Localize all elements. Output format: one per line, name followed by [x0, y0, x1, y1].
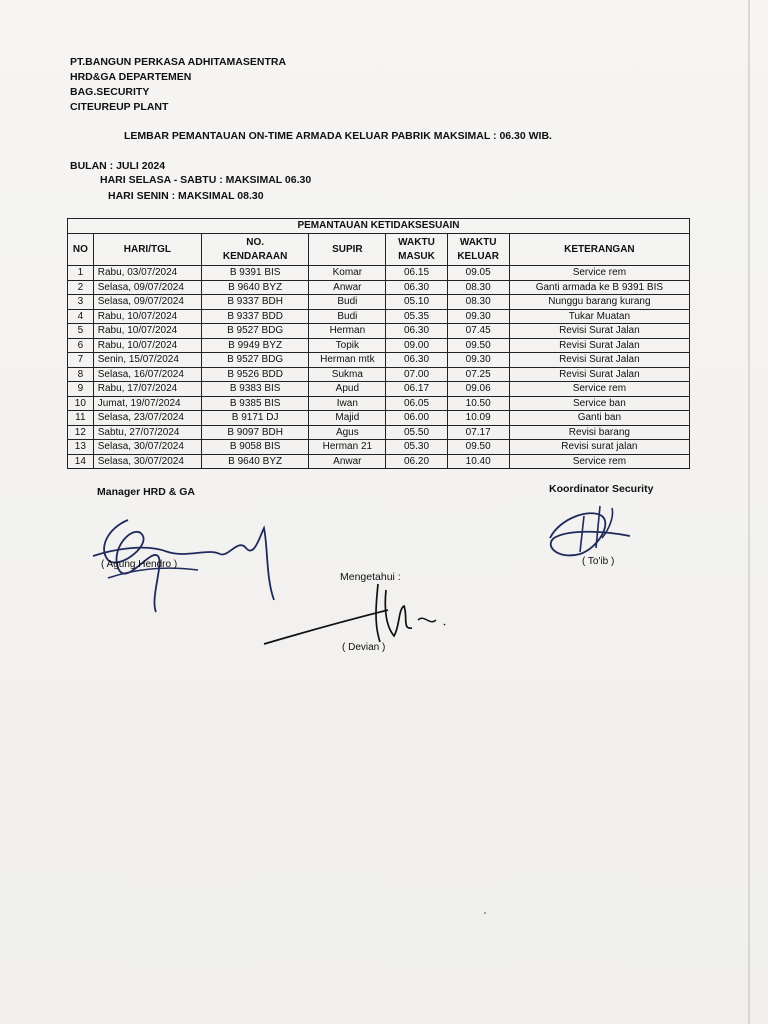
cell-supir: Herman mtk [309, 353, 386, 368]
table-group-title: PEMANTAUAN KETIDAKSESUAIN [68, 219, 690, 234]
cell-keterangan: Ganti armada ke B 9391 BIS [509, 280, 689, 295]
table-row [68, 454, 690, 469]
cell-supir: Herman [309, 324, 386, 339]
cell-keterangan: Revisi surat jalan [509, 440, 689, 455]
cell-kendaraan: B 9383 BIS [202, 382, 309, 397]
cell-hari: Selasa, 30/07/2024 [93, 440, 201, 455]
cell-masuk: 05.10 [386, 295, 447, 310]
cell-masuk: 06.00 [386, 411, 447, 426]
col-header-no: NO [68, 234, 94, 266]
period-month: BULAN : JULI 2024 [70, 160, 166, 172]
cell-kendaraan: B 9526 BDD [202, 367, 309, 382]
cell-hari: Rabu, 03/07/2024 [93, 266, 201, 281]
cell-hari: Selasa, 16/07/2024 [93, 367, 201, 382]
cell-hari: Senin, 15/07/2024 [93, 353, 201, 368]
cell-no: 4 [68, 309, 94, 324]
table-row [68, 382, 690, 397]
cell-keterangan: Nunggu barang kurang [509, 295, 689, 310]
cell-keluar: 09.50 [447, 338, 509, 353]
col-header-masuk-line1: WAKTU [398, 236, 435, 248]
cell-hari: Jumat, 19/07/2024 [93, 396, 201, 411]
cell-supir: Topik [309, 338, 386, 353]
cell-kendaraan: B 9391 BIS [202, 266, 309, 281]
cell-supir: Herman 21 [309, 440, 386, 455]
cell-keluar: 10.09 [447, 411, 509, 426]
cell-kendaraan: B 9640 BYZ [202, 454, 309, 469]
cell-kendaraan: B 9058 BIS [202, 440, 309, 455]
cell-keterangan: Tukar Muatan [509, 309, 689, 324]
cell-keluar: 10.50 [447, 396, 509, 411]
cell-no: 1 [68, 266, 94, 281]
department-name: HRD&GA DEPARTEMEN [70, 71, 192, 83]
cell-no: 2 [68, 280, 94, 295]
cell-no: 6 [68, 338, 94, 353]
col-header-keterangan: KETERANGAN [509, 234, 689, 266]
cell-supir: Majid [309, 411, 386, 426]
cell-kendaraan: B 9337 BDD [202, 309, 309, 324]
col-header-masuk [386, 234, 447, 266]
table-row [68, 338, 690, 353]
col-header-keluar [447, 234, 509, 266]
col-header-kendaraan-line1: NO. [246, 236, 265, 248]
cell-supir: Budi [309, 295, 386, 310]
cell-no: 5 [68, 324, 94, 339]
acknowledged-name: ( Devian ) [342, 642, 386, 653]
cell-no: 12 [68, 425, 94, 440]
cell-masuk: 07.00 [386, 367, 447, 382]
cell-keterangan: Service rem [509, 454, 689, 469]
cell-hari: Selasa, 09/07/2024 [93, 295, 201, 310]
table-row [68, 425, 690, 440]
table-row [68, 309, 690, 324]
table-row [68, 280, 690, 295]
table-row [68, 266, 690, 281]
cell-kendaraan: B 9337 BDH [202, 295, 309, 310]
period-rule-weekday: HARI SELASA - SABTU : MAKSIMAL 06.30 [100, 174, 312, 186]
cell-keterangan: Revisi Surat Jalan [509, 338, 689, 353]
cell-kendaraan: B 9385 BIS [202, 396, 309, 411]
cell-no: 3 [68, 295, 94, 310]
table-row [68, 324, 690, 339]
manager-label: Manager HRD & GA [97, 486, 196, 498]
col-header-supir: SUPIR [309, 234, 386, 266]
cell-keluar: 10.40 [447, 454, 509, 469]
cell-masuk: 09.00 [386, 338, 447, 353]
cell-masuk: 06.20 [386, 454, 447, 469]
manager-name: ( Agung Hendro ) [101, 559, 178, 570]
cell-masuk: 06.15 [386, 266, 447, 281]
cell-supir: Komar [309, 266, 386, 281]
cell-supir: Anwar [309, 454, 386, 469]
cell-no: 13 [68, 440, 94, 455]
cell-keluar: 08.30 [447, 280, 509, 295]
cell-keterangan: Service rem [509, 266, 689, 281]
cell-hari: Selasa, 23/07/2024 [93, 411, 201, 426]
cell-kendaraan: B 9640 BYZ [202, 280, 309, 295]
table-row [68, 440, 690, 455]
cell-masuk: 05.50 [386, 425, 447, 440]
cell-masuk: 06.05 [386, 396, 447, 411]
cell-kendaraan: B 9097 BDH [202, 425, 309, 440]
cell-hari: Selasa, 09/07/2024 [93, 280, 201, 295]
cell-hari: Rabu, 17/07/2024 [93, 382, 201, 397]
cell-masuk: 06.30 [386, 324, 447, 339]
scan-speck [484, 912, 486, 914]
cell-keluar: 09.06 [447, 382, 509, 397]
cell-masuk: 05.35 [386, 309, 447, 324]
cell-supir: Agus [309, 425, 386, 440]
cell-keterangan: Service rem [509, 382, 689, 397]
cell-keterangan: Revisi barang [509, 425, 689, 440]
cell-no: 11 [68, 411, 94, 426]
cell-supir: Budi [309, 309, 386, 324]
col-header-masuk-line2: MASUK [398, 250, 435, 262]
period-rule-monday: HARI SENIN : MAKSIMAL 08.30 [108, 190, 264, 202]
cell-keterangan: Revisi Surat Jalan [509, 367, 689, 382]
acknowledged-label: Mengetahui : [340, 571, 401, 583]
cell-no: 9 [68, 382, 94, 397]
cell-hari: Rabu, 10/07/2024 [93, 324, 201, 339]
cell-masuk: 06.30 [386, 280, 447, 295]
cell-no: 7 [68, 353, 94, 368]
table-row [68, 411, 690, 426]
cell-kendaraan: B 9527 BDG [202, 353, 309, 368]
cell-keluar: 07.45 [447, 324, 509, 339]
col-header-kendaraan [202, 234, 309, 266]
document-title: LEMBAR PEMANTAUAN ON-TIME ARMADA KELUAR PABRIK MAKSIMAL : 06.30 WIB. [124, 130, 552, 142]
plant-name: CITEUREUP PLANT [70, 101, 169, 113]
cell-keluar: 08.30 [447, 295, 509, 310]
cell-no: 14 [68, 454, 94, 469]
cell-hari: Rabu, 10/07/2024 [93, 309, 201, 324]
monitoring-table [67, 218, 690, 469]
table-row [68, 367, 690, 382]
coordinator-name: ( To'ib ) [582, 556, 615, 567]
col-header-hari: HARI/TGL [93, 234, 201, 266]
col-header-kendaraan-line2: KENDARAAN [222, 250, 288, 262]
coordinator-label: Koordinator Security [549, 483, 654, 495]
cell-keluar: 09.05 [447, 266, 509, 281]
section-name: BAG.SECURITY [70, 86, 150, 98]
cell-keluar: 07.17 [447, 425, 509, 440]
cell-hari: Sabtu, 27/07/2024 [93, 425, 201, 440]
cell-no: 10 [68, 396, 94, 411]
cell-keterangan: Revisi Surat Jalan [509, 324, 689, 339]
cell-masuk: 06.17 [386, 382, 447, 397]
cell-kendaraan: B 9527 BDG [202, 324, 309, 339]
col-header-keluar-line1: WAKTU [459, 236, 497, 248]
cell-kendaraan: B 9949 BYZ [202, 338, 309, 353]
table-row [68, 396, 690, 411]
cell-supir: Sukma [309, 367, 386, 382]
letterhead [70, 55, 286, 115]
cell-keluar: 09.30 [447, 309, 509, 324]
cell-keterangan: Service ban [509, 396, 689, 411]
cell-no: 8 [68, 367, 94, 382]
cell-keterangan: Ganti ban [509, 411, 689, 426]
cell-keluar: 07.25 [447, 367, 509, 382]
cell-masuk: 05.30 [386, 440, 447, 455]
cell-supir: Anwar [309, 280, 386, 295]
col-header-keluar-line2: KELUAR [457, 250, 499, 262]
table-row [68, 353, 690, 368]
cell-supir: Apud [309, 382, 386, 397]
cell-supir: Iwan [309, 396, 386, 411]
cell-keluar: 09.30 [447, 353, 509, 368]
cell-keterangan: Revisi Surat Jalan [509, 353, 689, 368]
paper-edge [748, 0, 750, 1024]
cell-keluar: 09.50 [447, 440, 509, 455]
cell-kendaraan: B 9171 DJ [202, 411, 309, 426]
cell-hari: Selasa, 30/07/2024 [93, 454, 201, 469]
cell-hari: Rabu, 10/07/2024 [93, 338, 201, 353]
company-name: PT.BANGUN PERKASA ADHITAMASENTRA [70, 56, 287, 68]
table-row [68, 295, 690, 310]
cell-masuk: 06.30 [386, 353, 447, 368]
